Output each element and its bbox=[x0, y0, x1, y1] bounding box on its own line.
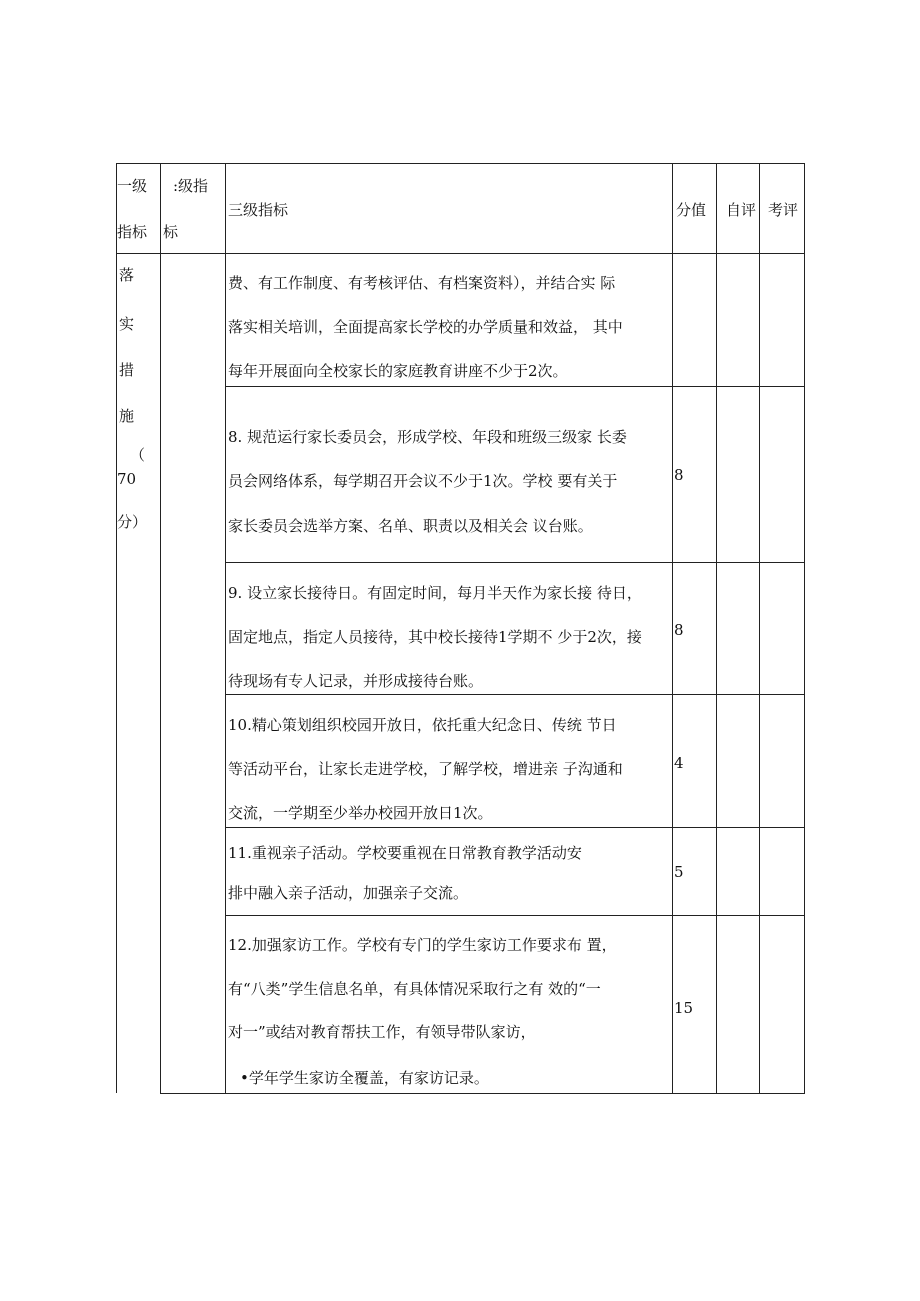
header-level1-line1: 一级 bbox=[117, 177, 148, 195]
header-score: 分值 bbox=[676, 201, 707, 219]
header-level3: 三级指标 bbox=[228, 201, 289, 219]
table-top-border bbox=[116, 163, 804, 164]
criteria-line: 落实相关培训，全面提高家长学校的办学质量和效益， 其中 bbox=[228, 318, 623, 336]
criteria-line: 费、有工作制度、有考核评估、有档案资料），并结合实 际 bbox=[228, 274, 616, 292]
score-value: 15 bbox=[674, 999, 694, 1017]
header-review-eval: 考评 bbox=[768, 201, 799, 219]
col-border bbox=[672, 163, 673, 1094]
row-divider bbox=[225, 827, 804, 828]
level1-char: 实 bbox=[119, 315, 135, 333]
criteria-line: 9. 设立家长接待日。有固定时间，每月半天作为家长接 待日， bbox=[228, 584, 642, 602]
header-self-eval: 自评 bbox=[726, 201, 757, 219]
row-divider bbox=[225, 915, 804, 916]
level1-char: 分） bbox=[117, 513, 148, 531]
criteria-line: •学年学生家访全覆盖，有家访记录。 bbox=[240, 1069, 489, 1087]
criteria-line: 11.重视亲子活动。学校要重视在日常教育教学活动安 bbox=[228, 844, 582, 862]
table-bottom-border bbox=[160, 1093, 804, 1094]
col-border bbox=[716, 163, 717, 1094]
header-level2-line2: 标 bbox=[163, 223, 179, 241]
level1-char: 措 bbox=[119, 361, 135, 379]
row-divider bbox=[225, 562, 804, 563]
criteria-line: 交流，一学期至少举办校园开放日1次。 bbox=[228, 804, 493, 822]
col-border bbox=[160, 163, 161, 1094]
criteria-line: 有“八类”学生信息名单，有具体情况采取行之有 效的“一 bbox=[228, 980, 601, 998]
score-value: 4 bbox=[674, 754, 684, 772]
criteria-line: 家长委员会选举方案、名单、职责以及相关会 议台账。 bbox=[228, 517, 593, 535]
criteria-line: 8. 规范运行家长委员会，形成学校、年段和班级三级家 长委 bbox=[228, 428, 627, 446]
criteria-line: 排中融入亲子活动，加强亲子交流。 bbox=[228, 884, 469, 902]
level1-char: 施 bbox=[119, 407, 135, 425]
col-border bbox=[759, 163, 760, 1094]
level1-char: 落 bbox=[119, 266, 135, 284]
criteria-line: 固定地点，指定人员接待，其中校长接待1学期不 少于2次，接 bbox=[228, 628, 642, 646]
criteria-line: 10.精心策划组织校园开放日，依托重大纪念日、传统 节日 bbox=[228, 716, 617, 734]
row-divider bbox=[225, 386, 804, 387]
criteria-line: 每年开展面向全校家长的家庭教育讲座不少于2次。 bbox=[228, 362, 568, 380]
row-divider bbox=[225, 694, 804, 695]
score-value: 8 bbox=[674, 466, 684, 484]
criteria-line: 等活动平台，让家长走进学校，了解学校，增进亲 子沟通和 bbox=[228, 760, 623, 778]
header-bottom-border bbox=[116, 253, 804, 254]
level1-char: （ bbox=[130, 446, 146, 464]
criteria-line: 12.加强家访工作。学校有专门的学生家访工作要求布 置， bbox=[228, 936, 617, 954]
col-border-left bbox=[116, 163, 117, 1093]
col-border bbox=[225, 163, 226, 1094]
criteria-line: 待现场有专人记录，并形成接待台账。 bbox=[228, 672, 484, 690]
header-level1-line2: 指标 bbox=[117, 223, 148, 241]
score-value: 5 bbox=[674, 863, 684, 881]
level1-char: 70 bbox=[117, 470, 137, 488]
criteria-line: 对一”或结对教育帮扶工作，有领导带队家访， bbox=[228, 1023, 536, 1041]
score-value: 8 bbox=[674, 621, 684, 639]
criteria-line: 员会网络体系，每学期召开会议不少于1次。学校 要有关于 bbox=[228, 472, 618, 490]
header-level2-line1: :级指 bbox=[173, 177, 209, 195]
col-border-right bbox=[804, 163, 805, 1094]
